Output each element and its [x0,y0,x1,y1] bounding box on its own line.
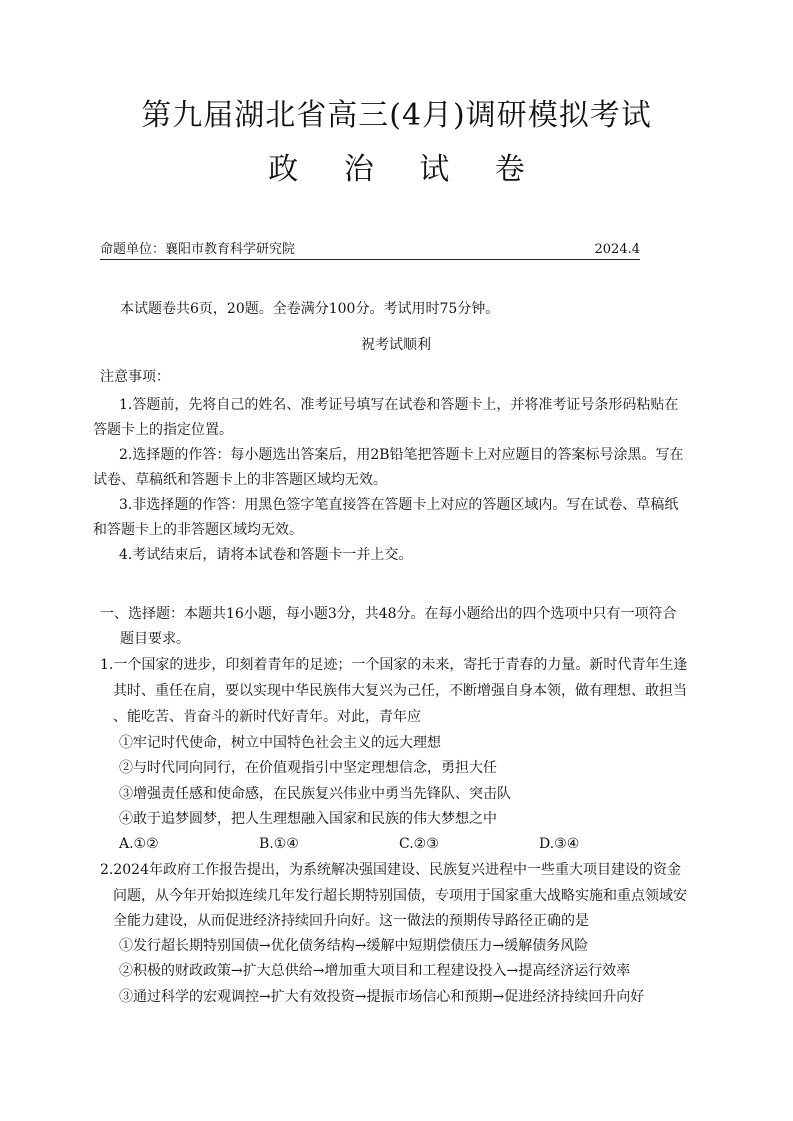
question-1-stem-line-3: 、能吃苦、肯奋斗的新时代好青年。对此，青年应 [113,709,421,725]
section-1-instructions-cont: 题目要求。 [120,631,190,647]
note-item-2-line-2: 试卷、草稿纸和答题卡上的非答题区域均无效。 [93,472,387,488]
note-item-3-line-2: 和答题卡上的非答题区域均无效。 [93,522,303,538]
question-1-choice-b: B.①④ [259,836,299,852]
question-2-stem-line-2: 问题，从今年开始拟连续几年发行超长期特别国债，专项用于国家重大战略实施和重点领域安 [113,888,687,904]
notes-heading: 注意事项： [100,369,170,385]
question-2-option-2: ②积极的财政政策→扩大总供给→增加重大项目和工程建设投入→提高经济运行效率 [119,963,631,979]
exam-title: 第九届湖北省高三(4月)调研模拟考试 [141,98,652,133]
note-item-3-line-1: 3.非选择题的作答：用黑色签字笔直接答在答题卡上对应的答题区域内。写在试卷、草稿纸 [119,497,679,513]
question-1-stem-line-2: 其时、重任在肩，要以实现中华民族伟大复兴为己任，不断增强自身本领，做有理想、敢担当 [113,683,687,699]
question-1-option-4: ④敢于追梦圆梦，把人生理想融入国家和民族的伟大梦想之中 [119,811,497,827]
exam-subject-title: 政 治 试 卷 [268,152,543,187]
note-item-2-line-1: 2.选择题的作答：每小题选出答案后，用2B铅笔把答题卡上对应题目的答案标号涂黑。写在 [119,447,684,463]
question-2-option-1: ①发行超长期特别国债→优化债务结构→缓解中短期偿债压力→缓解债务风险 [119,938,589,954]
question-1-option-2: ②与时代同向同行，在价值观指引中坚定理想信念，勇担大任 [119,760,497,776]
question-1-option-3: ③增强责任感和使命感，在民族复兴伟业中勇当先锋队、突击队 [119,786,511,802]
question-1-option-1: ①牢记时代使命，树立中国特色社会主义的远大理想 [119,735,441,751]
question-2-option-3: ③通过科学的宏观调控→扩大有效投资→提振市场信心和预期→促进经济持续回升向好 [119,989,645,1005]
note-item-1-line-2: 答题卡上的指定位置。 [93,422,233,438]
good-luck-text: 祝考试顺利 [361,337,431,353]
note-item-1-line-1: 1.答题前，先将自己的姓名、准考证号填写在试卷和答题卡上，并将准考证号条形码粘贴在 [119,397,679,413]
question-2-stem-line-3: 全能力建设，从而促进经济持续回升向好。这一做法的预期传导路径正确的是 [113,913,589,929]
question-1-choice-d: D.③④ [539,836,580,852]
exam-summary: 本试题卷共6页，20题。全卷满分100分。考试用时75分钟。 [120,301,500,317]
question-1-choice-a: A.①② [119,836,159,852]
note-item-4: 4.考试结束后，请将本试卷和答题卡一并上交。 [119,547,413,563]
question-1-choice-c: C.②③ [399,836,439,852]
question-2-stem-line-1: 2.2024年政府工作报告提出，为系统解决强国建设、民族复兴进程中一些重大项目建设的资金 [100,862,681,878]
question-1-stem-line-1: 1.一个国家的进步，印刻着青年的足迹；一个国家的未来，寄托于青春的力量。新时代青年生逢 [100,657,688,673]
exam-date: 2024.4 [594,242,640,257]
section-1-instructions: 一、选择题：本题共16小题，每小题3分，共48分。在每小题给出的四个选项中只有一项符合 [100,606,677,622]
header-info-line [100,241,640,260]
issuing-unit: 命题单位：襄阳市教育科学研究院 [100,242,296,257]
